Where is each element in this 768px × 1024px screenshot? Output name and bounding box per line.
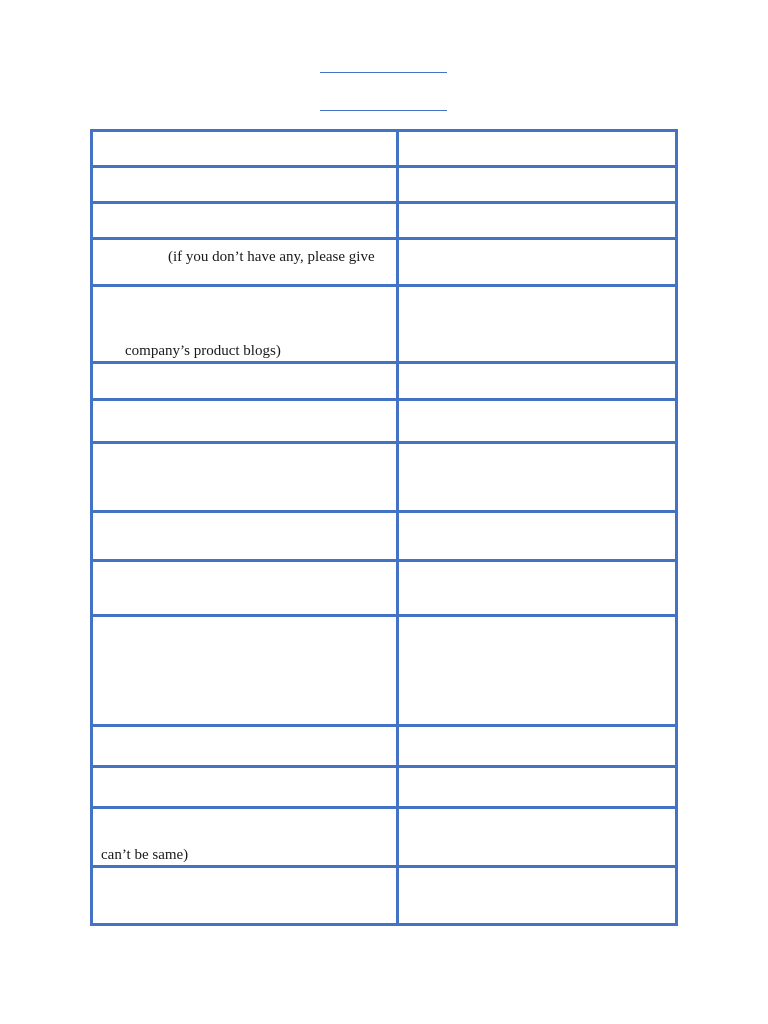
label-text: can’t be same): [101, 847, 189, 863]
value-cell[interactable]: [398, 363, 677, 400]
label-cell: [92, 239, 398, 286]
table-row: [92, 512, 677, 561]
label-cell: [92, 400, 398, 443]
value-cell[interactable]: [398, 239, 677, 286]
label-cell: [92, 726, 398, 767]
form-table: [90, 129, 678, 926]
label-cell: [92, 203, 398, 239]
value-cell[interactable]: [398, 808, 677, 867]
value-cell[interactable]: [398, 443, 677, 512]
table-row: [92, 767, 677, 808]
table-row: [92, 363, 677, 400]
value-cell[interactable]: [398, 286, 677, 363]
value-cell[interactable]: [398, 167, 677, 203]
label-text: company’s product blogs): [125, 343, 281, 359]
label-cell: [92, 363, 398, 400]
table-row: [92, 203, 677, 239]
subtitle-underline: [320, 110, 447, 111]
table-row: [92, 443, 677, 512]
table-row: [92, 867, 677, 925]
value-cell[interactable]: [398, 400, 677, 443]
label-cell: [92, 167, 398, 203]
title-underline: [320, 72, 447, 73]
value-cell[interactable]: [398, 203, 677, 239]
table-row: [92, 286, 677, 363]
table-row: [92, 561, 677, 616]
table-row: [92, 131, 677, 167]
value-cell[interactable]: [398, 726, 677, 767]
label-cell: [92, 561, 398, 616]
label-cell: [92, 286, 398, 363]
label-cell: [92, 867, 398, 925]
label-cell: [92, 512, 398, 561]
value-cell[interactable]: [398, 767, 677, 808]
value-cell[interactable]: [398, 867, 677, 925]
label-cell: [92, 131, 398, 167]
label-text: (if you don’t have any, please give: [168, 249, 375, 265]
value-cell[interactable]: [398, 561, 677, 616]
table-row: [92, 616, 677, 726]
table-row: [92, 239, 677, 286]
value-cell[interactable]: [398, 131, 677, 167]
label-cell: [92, 616, 398, 726]
label-cell: [92, 443, 398, 512]
label-cell: [92, 767, 398, 808]
label-cell: [92, 808, 398, 867]
value-cell[interactable]: [398, 512, 677, 561]
table-row: [92, 726, 677, 767]
table-row: [92, 808, 677, 867]
table-row: [92, 167, 677, 203]
table-row: [92, 400, 677, 443]
value-cell[interactable]: [398, 616, 677, 726]
